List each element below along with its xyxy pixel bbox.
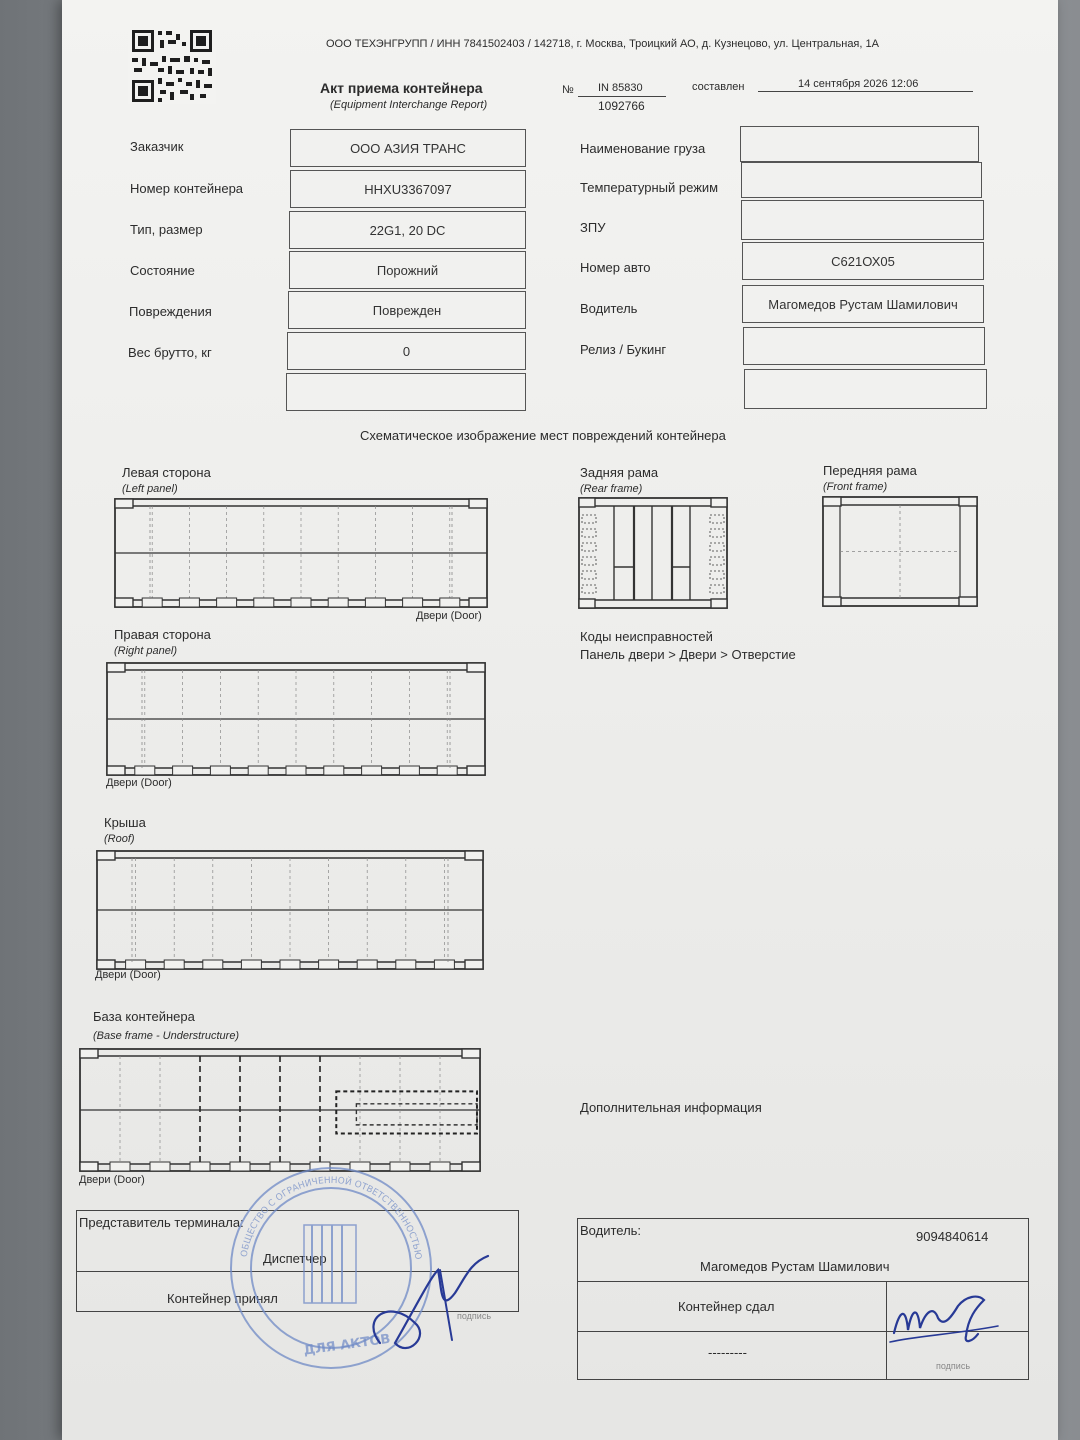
driver-name: Магомедов Рустам Шамилович <box>700 1259 890 1274</box>
type-size-label: Тип, размер <box>130 222 203 237</box>
driver-handed: Контейнер сдал <box>678 1299 775 1314</box>
left-panel-door: Двери (Door) <box>416 610 482 622</box>
right-panel-label: Правая сторона <box>114 627 211 642</box>
vehicle-number-value: С621ОХ05 <box>831 253 895 269</box>
damage-label: Повреждения <box>129 304 212 319</box>
right-panel-sub: (Right panel) <box>114 645 177 657</box>
document-subtitle: (Equipment Interchange Report) <box>330 99 488 111</box>
type-size-field <box>289 211 526 249</box>
additional-info-label: Дополнительная информация <box>580 1100 762 1115</box>
right-panel-diagram[interactable] <box>106 662 486 776</box>
terminal-signature-caption: подпись <box>457 1311 492 1321</box>
driver-field <box>742 285 984 323</box>
gross-weight-label: Вес брутто, кг <box>128 345 212 360</box>
vehicle-number-field <box>742 242 984 280</box>
driver-row-divider-1 <box>578 1281 1028 1282</box>
composed-value: 14 сентября 2026 12:06 <box>798 78 919 90</box>
svg-text:ОБЩЕСТВО С ОГРАНИЧЕННОЙ ОТВЕТС: ОБЩЕСТВО С ОГРАНИЧЕННОЙ ОТВЕТСТВЕННОСТЬЮ <box>239 1175 423 1261</box>
seal-label: ЗПУ <box>580 220 606 235</box>
company-line: ООО ТЕХЭНГРУПП / ИНН 7841502403 / 142718, г. Москва, Троицкий АО, д. Кузнецово, ул. Центральная, 1А <box>326 38 879 50</box>
condition-field <box>289 251 526 289</box>
document-title: Акт приема контейнера <box>320 80 483 96</box>
rear-frame-diagram[interactable] <box>578 497 728 609</box>
front-frame-label: Передняя рама <box>823 463 917 478</box>
roof-door: Двери (Door) <box>95 969 161 981</box>
right-panel-door: Двери (Door) <box>106 777 172 789</box>
base-label: База контейнера <box>93 1009 195 1024</box>
left-panel-diagram[interactable] <box>114 498 488 608</box>
roof-label: Крыша <box>104 815 146 830</box>
damage-value: Поврежден <box>372 302 442 318</box>
rear-frame-sub: (Rear frame) <box>580 483 643 495</box>
container-number-label: Номер контейнера <box>130 181 244 196</box>
base-diagram[interactable] <box>79 1048 481 1172</box>
roof-sub: (Roof) <box>104 833 135 845</box>
release-booking-label: Релиз / Букинг <box>580 342 667 357</box>
blank-right-field <box>744 369 987 409</box>
base-door: Двери (Door) <box>79 1174 145 1186</box>
customer-field <box>290 129 526 167</box>
number-label: № <box>562 84 574 96</box>
blank-left-field <box>286 373 526 411</box>
left-panel-sub: (Left panel) <box>122 483 178 495</box>
cargo-name-label: Наименование груза <box>580 141 706 156</box>
driver-dashes: --------- <box>708 1345 747 1360</box>
temperature-field <box>741 162 982 198</box>
temperature-label: Температурный режим <box>580 180 719 195</box>
release-booking-field <box>743 327 985 365</box>
driver-value: Магомедов Рустам Шамилович <box>768 296 958 312</box>
front-frame-diagram[interactable] <box>822 496 978 607</box>
schema-title: Схематическое изображение мест повреждений контейнера <box>360 428 726 443</box>
driver-block-title: Водитель: <box>580 1223 642 1238</box>
number-underline <box>578 96 666 97</box>
damage-field <box>288 291 526 329</box>
number-value: IN 85830 <box>598 82 643 94</box>
driver-signature-caption: подпись <box>936 1361 971 1371</box>
front-frame-sub: (Front frame) <box>823 481 888 493</box>
rear-frame-label: Задняя рама <box>580 465 659 480</box>
driver-phone: 9094840614 <box>916 1229 989 1244</box>
vehicle-number-label: Номер авто <box>580 260 651 275</box>
gross-weight-field <box>287 332 526 370</box>
gross-weight-value: 0 <box>402 343 411 359</box>
composed-label: составлен <box>692 81 745 93</box>
type-size-value: 22G1, 20 DC <box>369 222 446 238</box>
driver-signature <box>886 1288 1006 1358</box>
terminal-accepted: Контейнер принял <box>167 1291 278 1306</box>
seal-field <box>741 200 984 240</box>
container-number-field <box>290 170 526 208</box>
left-panel-label: Левая сторона <box>122 465 211 480</box>
roof-diagram[interactable] <box>96 850 484 970</box>
number-sub: 1092766 <box>598 99 645 113</box>
composed-underline <box>758 91 973 92</box>
defect-codes-value: Панель двери > Двери > Отверстие <box>580 647 796 662</box>
customer-label: Заказчик <box>130 139 184 154</box>
terminal-signature <box>360 1248 495 1363</box>
customer-value: ООО АЗИЯ ТРАНС <box>350 140 466 156</box>
driver-label: Водитель <box>580 301 638 316</box>
condition-value: Порожний <box>376 262 439 278</box>
cargo-name-field <box>740 126 979 162</box>
defect-codes-title: Коды неисправностей <box>580 629 713 644</box>
condition-label: Состояние <box>130 263 195 278</box>
svg-text:ДЛЯ АКТОВ: ДЛЯ АКТОВ <box>302 1331 392 1359</box>
terminal-role: Диспетчер <box>263 1251 327 1266</box>
terminal-title: Представитель терминала: <box>79 1215 244 1230</box>
base-sub: (Base frame - Understructure) <box>93 1030 240 1042</box>
qr-code <box>128 28 216 104</box>
container-number-value: HHXU3367097 <box>364 181 452 197</box>
